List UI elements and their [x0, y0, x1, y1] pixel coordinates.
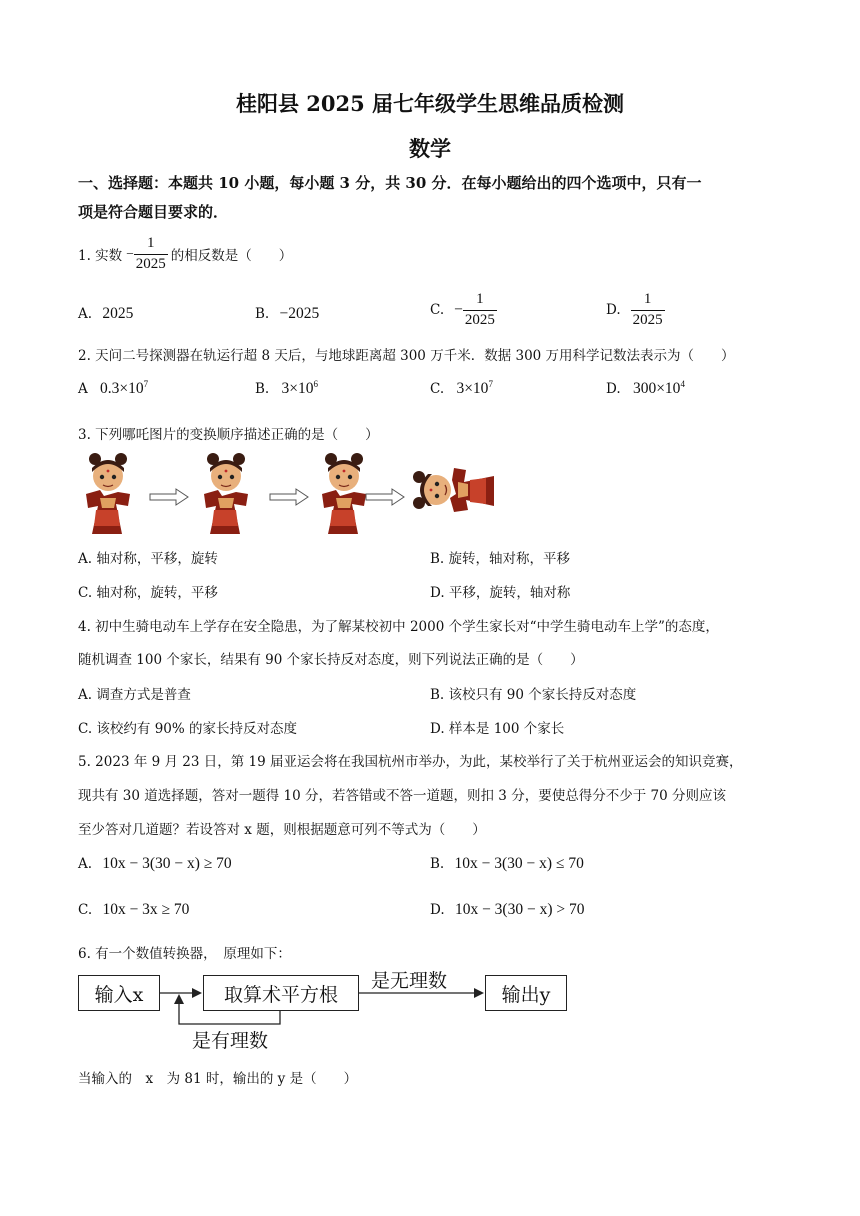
q2-c-label: C.: [430, 381, 445, 398]
q5-stem-line3: 至少答对几道题？若设答对 x 题，则根据题意可列不等式为（ ）: [78, 822, 486, 838]
q2-c-exp: 7: [488, 379, 493, 389]
q2-d-base: 300×10: [632, 380, 681, 398]
q1-b-label: B.: [255, 306, 270, 322]
q2-c-base: 3×10: [456, 380, 489, 398]
q2-stem: 2. 天问二号探测器在轨运行超 8 天后，与地球距离超 300 万千米．数据 300 万用科学记数法表示为（ ）: [78, 348, 735, 364]
q3-image-3: [322, 453, 366, 534]
q2-option-c[interactable]: [430, 379, 493, 398]
q6-input-box: 输入x: [78, 975, 160, 1011]
q4-option-b[interactable]: B. 该校只有 90 个家长持反对态度: [430, 687, 637, 703]
q1-fraction: [134, 236, 168, 273]
q3-transform-figure: [78, 450, 498, 536]
q4-option-c[interactable]: C. 该校约有 90% 的家长持反对态度: [78, 721, 298, 737]
q1-option-b[interactable]: [255, 305, 319, 323]
q6-question: 当输入的 x 为 81 时，输出的 y 是（ ）: [78, 1071, 358, 1087]
q1-a-value: 2025: [102, 305, 134, 322]
q6-label-rational: 是有理数: [192, 1030, 269, 1052]
q6-stem: 6. 有一个数值转换器， 原理如下：: [78, 946, 291, 962]
q6-label-irrational: 是无理数: [371, 970, 448, 992]
q5-b-expr: 10x − 3(30 − x) ≤ 70: [454, 855, 584, 872]
q5-option-c[interactable]: [78, 901, 189, 919]
q5-option-d[interactable]: [430, 901, 585, 919]
q5-c-expr: 10x − 3x ≥ 70: [102, 901, 190, 918]
q3-arrow-3: [366, 489, 404, 505]
q1-option-c[interactable]: [430, 292, 497, 329]
q2-a-base: 0.3×10: [100, 380, 144, 398]
q1-c-fraction: [463, 292, 497, 329]
section-heading-line2: 项是符合题目要求的．: [78, 203, 229, 221]
q2-option-a[interactable]: [78, 379, 148, 398]
q1-d-num: 1: [643, 291, 652, 307]
q3-image-4: [413, 468, 494, 512]
q1-c-num: 1: [476, 291, 484, 307]
q5-option-a[interactable]: [78, 855, 232, 873]
q2-d-exp: 4: [680, 379, 685, 389]
q1-d-den: 2025: [632, 311, 663, 328]
q3-arrow-2: [270, 489, 308, 505]
q2-a-label: A: [78, 381, 88, 398]
q2-b-base: 3×10: [281, 380, 314, 398]
q4-stem-line1: 4. 初中生骑电动车上学存在安全隐患，为了解某校初中 2000 个学生家长对“中学生骑电动车上学”的态度，: [78, 619, 719, 635]
q4-option-d[interactable]: D. 样本是 100 个家长: [430, 721, 565, 737]
q5-c-label: C.: [78, 902, 93, 918]
q1-frac-num: 1: [147, 235, 155, 251]
q1-d-label: D.: [606, 302, 621, 319]
q6-sqrt-box: 取算术平方根: [203, 975, 359, 1011]
q1-c-label: C.: [430, 302, 445, 319]
q5-a-expr: 10x − 3(30 − x) ≥ 70: [102, 855, 232, 872]
q1-b-value: −2025: [279, 305, 320, 322]
q3-stem: 3. 下列哪吒图片的变换顺序描述正确的是（ ）: [78, 427, 379, 443]
q2-option-d[interactable]: [606, 379, 685, 398]
q4-option-a[interactable]: A. 调查方式是普查: [78, 687, 191, 703]
q2-b-exp: 6: [313, 379, 319, 389]
q3-arrow-1: [150, 489, 188, 505]
q1-d-fraction: [631, 292, 665, 329]
q5-d-label: D.: [430, 902, 445, 918]
q5-d-expr: 10x − 3(30 − x) > 70: [454, 901, 585, 918]
q2-option-b[interactable]: [255, 379, 318, 398]
q3-option-c[interactable]: C. 轴对称，旋转，平移: [78, 585, 218, 601]
q5-stem-line1: 5. 2023 年 9 月 23 日，第 19 届亚运会将在我国杭州市举办，为此，某校举行了关于杭州亚运会的知识竞赛，: [78, 754, 743, 770]
q3-option-d[interactable]: D. 平移，旋转，轴对称: [430, 585, 571, 601]
q5-option-b[interactable]: [430, 855, 584, 873]
exam-title: 桂阳县 2025 届七年级学生思维品质检测: [235, 91, 625, 116]
q1-option-d[interactable]: [606, 292, 665, 329]
q2-d-label: D.: [606, 381, 621, 398]
q1-option-a[interactable]: [78, 305, 133, 323]
q1-frac-den: 2025: [135, 255, 166, 272]
section-heading-line1: 一、选择题：本题共 10 小题，每小题 3 分，共 30 分．在每小题给出的四个选项中，只有一: [78, 174, 702, 192]
q3-figure-svg: [78, 450, 498, 536]
q5-stem-line2: 现共有 30 道选择题，答对一题得 10 分，若答错或不答一道题，则扣 3 分，要使总得分不少于 70 分则应该: [78, 788, 726, 804]
q1-stem: [78, 236, 292, 273]
q1-c-den: 2025: [464, 311, 495, 328]
q1-prefix: 1. 实数: [78, 248, 123, 265]
q1-a-label: A.: [78, 306, 93, 322]
q6-flowchart: [78, 962, 578, 1057]
q1-c-sign: −: [454, 301, 463, 319]
q2-b-label: B.: [255, 381, 270, 398]
q3-image-1: [86, 453, 130, 534]
q5-b-label: B.: [430, 856, 445, 872]
q4-stem-line2: 随机调查 100 个家长，结果有 90 个家长持反对态度，则下列说法正确的是（ ）: [78, 652, 584, 668]
q2-a-exp: 7: [143, 379, 149, 389]
subject-title: 数学: [409, 136, 451, 161]
q5-a-label: A.: [78, 856, 93, 872]
q3-image-2: [204, 453, 248, 534]
q6-output-box: 输出y: [485, 975, 567, 1011]
q1-suffix: 的相反数是（ ）: [170, 248, 293, 265]
q3-option-b[interactable]: B. 旋转，轴对称，平移: [430, 551, 571, 567]
q1-sign: −: [126, 246, 134, 262]
q3-option-a[interactable]: A. 轴对称，平移，旋转: [78, 551, 218, 567]
